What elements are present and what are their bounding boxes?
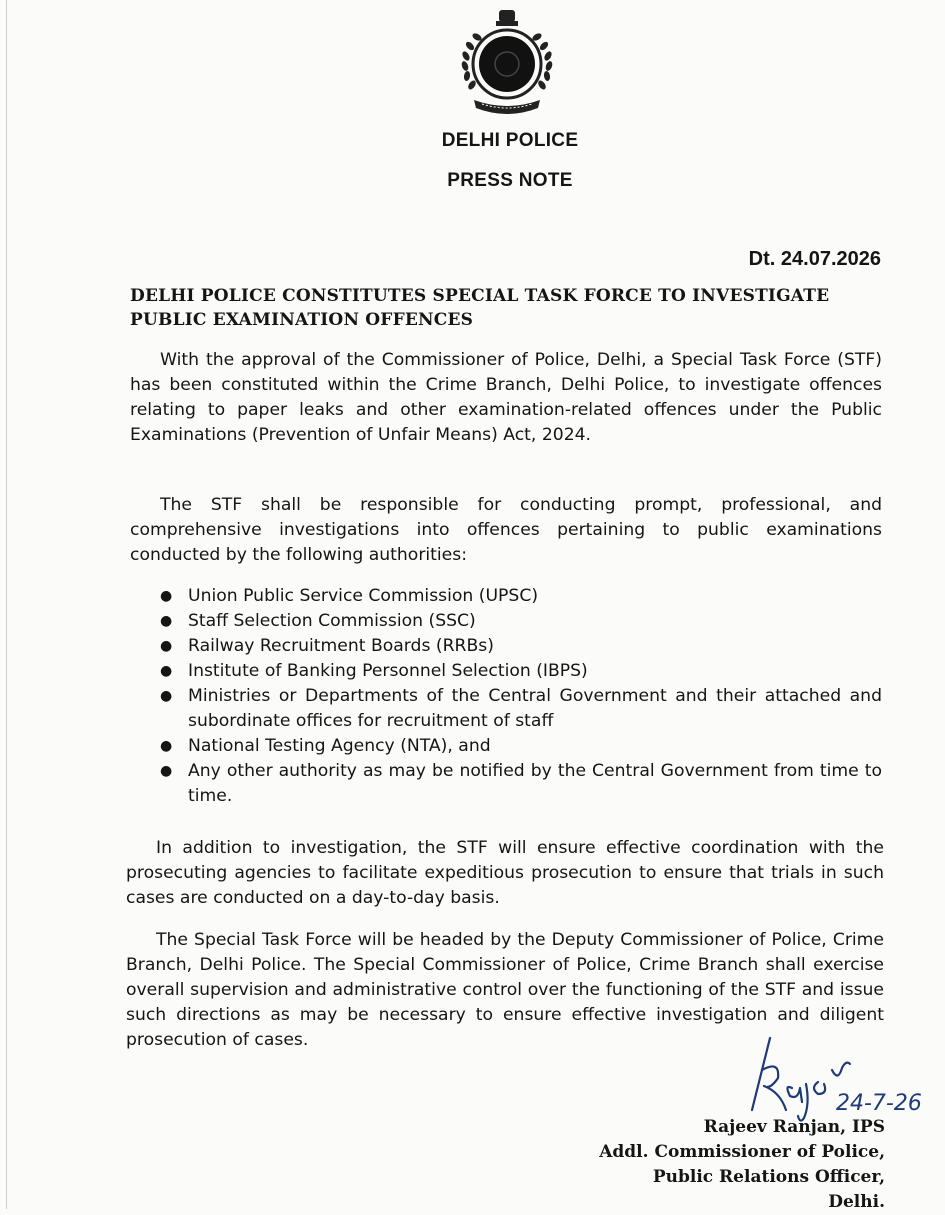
authority-text: Ministries or Departments of the Central Government and their attached and subordinate offices for recruitment of staff xyxy=(188,686,882,731)
authority-text: National Testing Agency (NTA), and xyxy=(188,736,491,756)
bullet-icon: ● xyxy=(160,588,173,604)
authority-text: Any other authority as may be notified by the Central Government from time to time. xyxy=(188,761,882,806)
list-item xyxy=(160,734,882,759)
list-item xyxy=(160,684,882,734)
authority-text: Union Public Service Commission (UPSC) xyxy=(188,586,539,606)
bullet-icon: ● xyxy=(160,613,173,629)
list-item xyxy=(160,759,882,809)
authority-text: Railway Recruitment Boards (RRBs) xyxy=(188,636,494,656)
document-type: PRESS NOTE xyxy=(447,170,573,191)
authority-text: Staff Selection Commission (SSC) xyxy=(188,611,476,631)
list-item xyxy=(160,584,882,609)
authority-text: Institute of Banking Personnel Selection (IBPS) xyxy=(188,661,588,681)
paragraph-stf-responsibility: The STF shall be responsible for conducting prompt, professional, and comprehensive investigations into offences pertaining to public examinations conducted by the following authorities: xyxy=(130,495,882,565)
bullet-icon: ● xyxy=(160,688,173,704)
bullet-icon: ● xyxy=(160,638,173,654)
press-note-heading: DELHI POLICE CONSTITUTES SPECIAL TASK FORCE TO INVESTIGATE PUBLIC EXAMINATION OFFENCES xyxy=(130,286,830,330)
document-date: Dt. 24.07.2026 xyxy=(748,248,881,270)
bullet-icon: ● xyxy=(160,663,173,679)
delhi-police-emblem-icon xyxy=(452,8,562,120)
handwritten-signature-icon xyxy=(740,1030,940,1125)
signatory-designation: Addl. Commissioner of Police, xyxy=(599,1142,885,1162)
bullet-icon: ● xyxy=(160,738,173,754)
signature-date: 24-7-26 xyxy=(836,1091,922,1116)
list-item xyxy=(160,609,882,634)
signatory-name: Rajeev Ranjan, IPS xyxy=(703,1117,885,1137)
authorities-list xyxy=(160,584,882,809)
signatory-block xyxy=(599,1115,885,1215)
paragraph-stf-constitution: With the approval of the Commissioner of Police, Delhi, a Special Task Force (STF) has been constituted within the Crime Branch, Delhi Police, to investigate offences relating to paper leaks and other examination-related offences under the Public Examinations (Prevention of Unfair Means) Act, 2024. xyxy=(130,350,882,445)
paragraph-coordination: In addition to investigation, the STF will ensure effective coordination with the prosecuting agencies to facilitate expeditious prosecution to ensure that trials in such cases are conducted on a day-to-day basis. xyxy=(126,838,884,908)
list-item xyxy=(160,634,882,659)
bullet-icon: ● xyxy=(160,763,173,779)
signatory-designation-2: Public Relations Officer, xyxy=(652,1167,885,1187)
paragraph-supervision: The Special Task Force will be headed by the Deputy Commissioner of Police, Crime Branch, Delhi Police. The Special Commissioner of Police, Crime Branch shall exercise overall supervision and administrative control over the functioning of the STF and issue such directions as may be necessary to ensure effective investigation and diligent prosecution of cases. xyxy=(126,930,884,1050)
list-item xyxy=(160,659,882,684)
signatory-location: Delhi. xyxy=(828,1192,885,1212)
organization-name: DELHI POLICE xyxy=(441,130,579,151)
